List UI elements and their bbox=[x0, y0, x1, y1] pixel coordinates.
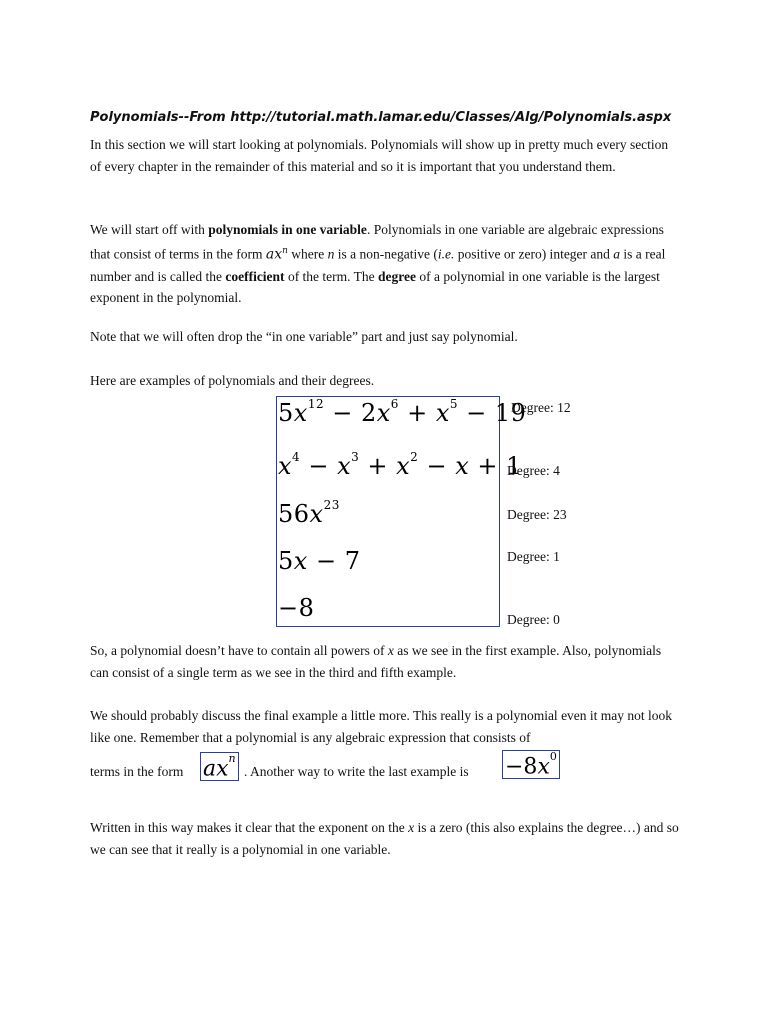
definition-text: of the term. The bbox=[284, 268, 379, 284]
ie-abbrev: i.e. bbox=[437, 246, 455, 261]
math-x: x bbox=[387, 643, 394, 658]
conclusion-text: Written in this way makes it clear that the exponent on the bbox=[90, 820, 409, 835]
example-4-degree: Degree: 1 bbox=[507, 549, 560, 564]
math-ax-exponent: n bbox=[282, 245, 288, 256]
example-3-degree: Degree: 23 bbox=[507, 507, 567, 522]
observation-text: So, a polynomial doesn’t have to contain all powers of bbox=[90, 643, 388, 658]
conclusion-paragraph bbox=[90, 817, 680, 860]
terms-form-text: terms in the form bbox=[90, 764, 184, 779]
discussion-paragraph: We should probably discuss the final example a little more. This really is a polynomial even it may not look like one. Remember that a polynomial is any algebraic expression that consists of bbox=[90, 708, 673, 745]
example-1-expression: $5x^{12} - 2x^6 + x^5 - 19$ bbox=[278, 397, 527, 427]
math-a: a bbox=[613, 246, 621, 261]
math-x: x bbox=[408, 820, 415, 835]
another-way-text: . Another way to write the last example is bbox=[244, 764, 469, 779]
example-3-expression: $56x^{23}$ bbox=[278, 498, 340, 528]
definition-text: We will start off with bbox=[90, 222, 209, 237]
math-ax-base: ax bbox=[265, 246, 283, 262]
note-paragraph: Note that we will often drop the “in one variable” part and just say polynomial. bbox=[90, 329, 518, 344]
definition-text: is a non-negative ( bbox=[334, 246, 438, 261]
examples-intro: Here are examples of polynomials and their degrees. bbox=[90, 373, 375, 388]
definition-text: positive or zero) integer and bbox=[454, 246, 614, 261]
form-ax-n-image: $ax^n$ bbox=[200, 752, 239, 781]
page-title: Polynomials--From http://tutorial.math.lamar.edu/Classes/Alg/Polynomials.aspx bbox=[90, 110, 672, 125]
example-4-expression: 5x − 7 bbox=[278, 547, 361, 575]
definition-text: is a real number and is called the bbox=[90, 246, 666, 284]
observation-text: as we see in the first example. Also, polynomials can consist of a single term as we see in the third and fifth example. bbox=[90, 643, 662, 680]
term-polynomials-one-variable: polynomials in one variable bbox=[208, 222, 367, 237]
example-2-expression: $x^4 - x^3 + x^2 - x + 1$ bbox=[278, 450, 522, 480]
observation-paragraph bbox=[90, 640, 680, 683]
definition-text: where bbox=[287, 246, 328, 261]
definition-text: of a polynomial in one variable is the largest exponent in the polynomial. bbox=[90, 268, 660, 305]
example-1-degree: Degree: 12 bbox=[511, 400, 571, 415]
intro-paragraph: In this section we will start looking at polynomials. Polynomials will show up in pretty much every section of every chapter in the remainder of this material and so it is important that you understand them. bbox=[90, 137, 669, 174]
conclusion-text: is a zero (this also explains the degree…) and so we can see that it really is a polynomial in one variable. bbox=[90, 820, 679, 857]
definition-paragraph bbox=[90, 219, 680, 309]
term-degree: degree bbox=[378, 268, 417, 284]
math-n: n bbox=[327, 246, 335, 261]
example-2-degree: Degree: 4 bbox=[507, 463, 560, 478]
definition-text: . Polynomials in one variable are algebraic expressions that consist of terms in the form bbox=[90, 222, 664, 261]
example-5-degree: Degree: 0 bbox=[507, 612, 560, 627]
term-coefficient: coefficient bbox=[225, 268, 285, 284]
minus-8x0-image: $-8x^0$ bbox=[502, 750, 560, 779]
example-5-expression: −8 bbox=[278, 594, 315, 622]
